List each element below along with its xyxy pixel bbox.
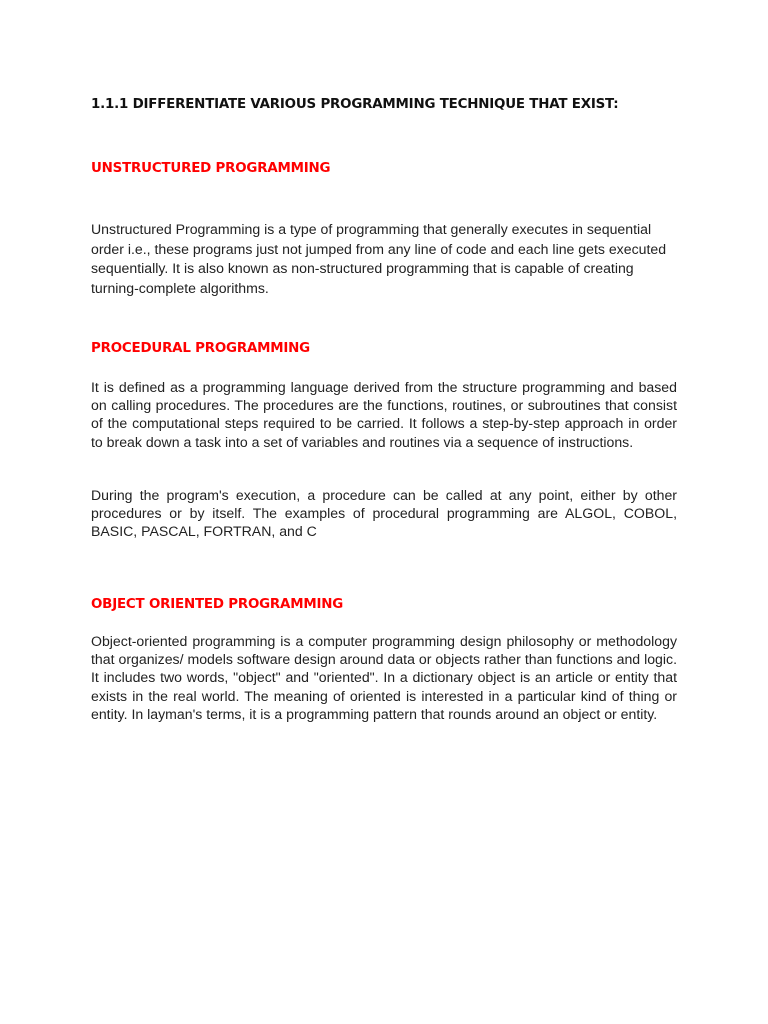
page-title: 1.1.1 DIFFERENTIATE VARIOUS PROGRAMMING TECHNIQUE THAT EXIST:	[91, 97, 619, 112]
section-heading-procedural: PROCEDURAL PROGRAMMING	[91, 341, 310, 356]
section-heading-object-oriented: OBJECT ORIENTED PROGRAMMING	[91, 597, 344, 612]
paragraph-unstructured: Unstructured Programming is a type of programming that generally executes in sequential order i.e., these programs just not jumped from any line of code and each line gets executed sequentially. It is also known as non-structured programming that is capable of creating turning-complete algorithms.	[91, 221, 667, 296]
paragraph-procedural-definition: It is defined as a programming language derived from the structure programming and based on calling procedures. The procedures are the functions, routines, or subroutines that consist of the computational steps required to be carried. It follows a step-by-step approach in order to break down a task into a set of variables and routines via a sequence of instructions.	[91, 379, 677, 450]
paragraph-procedural-examples: During the program's execution, a procedure can be called at any point, either by other procedures or by itself. The examples of procedural programming are ALGOL, COBOL, BASIC, PASCAL, FORTRAN, and C	[91, 487, 677, 540]
paragraph-object-oriented: Object-oriented programming is a computer programming design philosophy or methodology that organizes/ models software design around data or objects rather than functions and logic. It includes two words, "object" and "oriented". In a dictionary object is an article or entity that exists in the real world. The meaning of oriented is interested in a particular kind of thing or entity. In layman's terms, it is a programming pattern that rounds around an object or entity.	[91, 633, 677, 722]
section-heading-unstructured: UNSTRUCTURED PROGRAMMING	[91, 161, 331, 176]
